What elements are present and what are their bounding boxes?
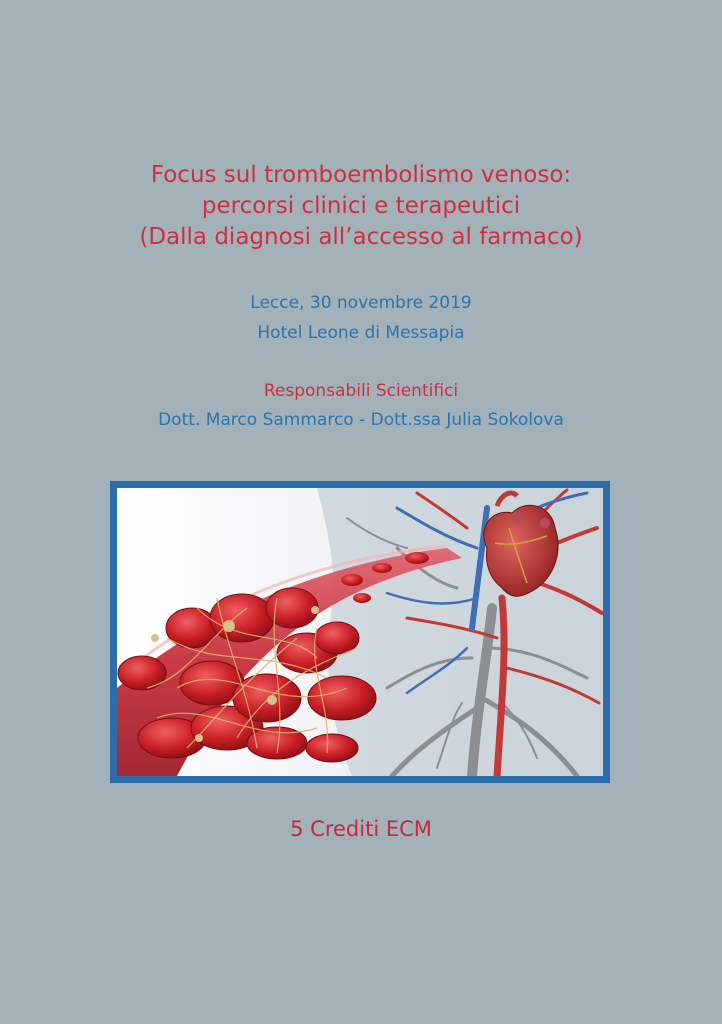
event-info [0, 288, 722, 348]
illustration-svg [117, 488, 603, 776]
ecm-credits: 5 Crediti ECM [290, 817, 432, 841]
title-line-2: percorsi clinici e terapeutici [201, 193, 521, 219]
scientific-names: Dott. Marco Sammarco - Dott.ssa Julia Sokolova [158, 410, 564, 430]
event-venue: Hotel Leone di Messapia [257, 323, 465, 343]
blood-clot-illustration [110, 481, 610, 783]
scientific-label: Responsabili Scientifici [263, 381, 459, 401]
event-place-date: Lecce, 30 novembre 2019 [250, 293, 472, 313]
page-title [0, 160, 722, 253]
title-line-3: (Dalla diagnosi all’accesso al farmaco) [139, 224, 583, 250]
title-line-1: Focus sul tromboembolismo venoso: [150, 162, 572, 188]
